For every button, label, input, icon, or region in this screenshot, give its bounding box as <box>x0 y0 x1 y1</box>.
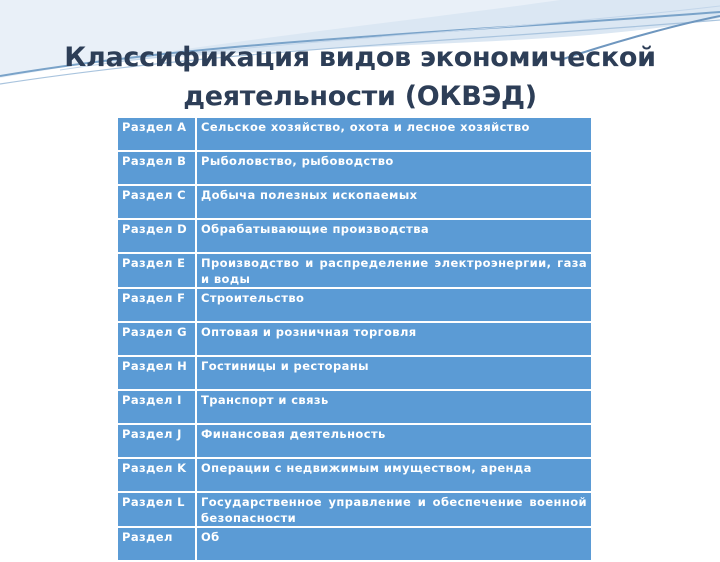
title-line-1: Классификация видов экономической <box>64 42 656 73</box>
section-code-cell: Раздел G <box>117 322 196 356</box>
section-description-cell: Производство и распределение электроэнергии, газа и воды <box>196 253 592 288</box>
section-description-cell: Рыболовство, рыбоводство <box>196 151 592 185</box>
table-row <box>117 322 592 356</box>
table-row <box>117 390 592 424</box>
section-description-cell: Операции с недвижимым имуществом, аренда <box>196 458 592 492</box>
section-code-cell: Раздел I <box>117 390 196 424</box>
section-description-cell: Строительство <box>196 288 592 322</box>
table-row <box>117 253 592 288</box>
page-title <box>40 38 680 116</box>
section-description-cell: Финансовая деятельность <box>196 424 592 458</box>
table-row <box>117 288 592 322</box>
section-code-cell: Раздел L <box>117 492 196 527</box>
section-description-cell: Транспорт и связь <box>196 390 592 424</box>
section-description-cell: Добыча полезных ископаемых <box>196 185 592 219</box>
section-description-cell: Гостиницы и рестораны <box>196 356 592 390</box>
section-description-cell: Обрабатывающие производства <box>196 219 592 253</box>
section-code-cell: Раздел H <box>117 356 196 390</box>
okved-table <box>116 116 593 562</box>
section-code-cell: Раздел E <box>117 253 196 288</box>
table-row <box>117 151 592 185</box>
section-code-cell: Раздел K <box>117 458 196 492</box>
section-code-cell: Раздел A <box>117 117 196 151</box>
section-code-cell: Раздел <box>117 527 196 561</box>
okved-table-body <box>117 117 592 561</box>
table-row <box>117 185 592 219</box>
table-row <box>117 424 592 458</box>
section-code-cell: Раздел C <box>117 185 196 219</box>
okved-table-container <box>116 116 593 562</box>
section-description-cell: Государственное управление и обеспечение военной безопасности <box>196 492 592 527</box>
table-row <box>117 219 592 253</box>
table-row <box>117 117 592 151</box>
table-row <box>117 527 592 561</box>
section-code-cell: Раздел F <box>117 288 196 322</box>
table-row <box>117 492 592 527</box>
section-code-cell: Раздел J <box>117 424 196 458</box>
section-code-cell: Раздел B <box>117 151 196 185</box>
section-code-cell: Раздел D <box>117 219 196 253</box>
section-description-cell: Об <box>196 527 592 561</box>
title-line-2: деятельности (ОКВЭД) <box>183 81 537 112</box>
table-row <box>117 356 592 390</box>
section-description-cell: Оптовая и розничная торговля <box>196 322 592 356</box>
table-row <box>117 458 592 492</box>
section-description-cell: Сельское хозяйство, охота и лесное хозяйство <box>196 117 592 151</box>
